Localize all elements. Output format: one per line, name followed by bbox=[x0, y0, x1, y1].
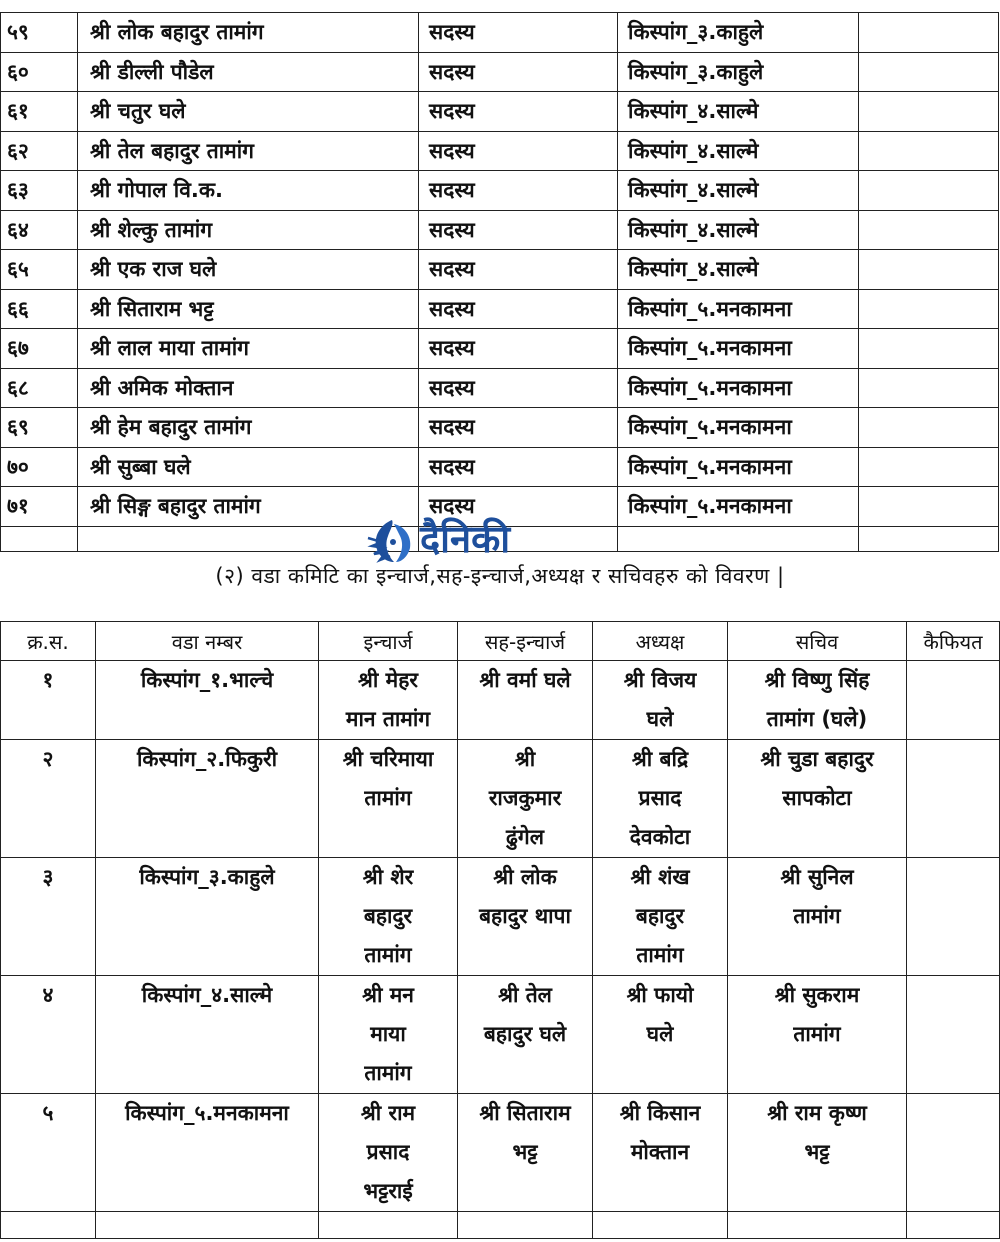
ward-chair-line: प्रसाद bbox=[638, 786, 682, 810]
member-remark bbox=[859, 329, 999, 369]
member-remark bbox=[859, 447, 999, 487]
ward-sn: ३ bbox=[1, 858, 96, 976]
ward-incharge bbox=[319, 976, 458, 1094]
blank-cell bbox=[618, 526, 859, 551]
ward-secretary-line: तामांग bbox=[793, 904, 841, 928]
member-name: श्री सिङ्ग बहादुर तामांग bbox=[78, 487, 419, 527]
ward-co-incharge bbox=[458, 1094, 593, 1212]
member-ward: किस्पांग_४.साल्मे bbox=[618, 92, 859, 132]
member-role: सदस्य bbox=[419, 487, 618, 527]
ward-incharge-line: तामांग bbox=[364, 1061, 412, 1085]
member-row bbox=[1, 171, 999, 211]
ward-chair bbox=[593, 740, 728, 858]
member-sn: ७० bbox=[1, 447, 78, 487]
member-sn: ६४ bbox=[1, 210, 78, 250]
ward-co-incharge bbox=[458, 740, 593, 858]
member-name: श्री डील्ली पौडेल bbox=[78, 52, 419, 92]
ward-secretary-line: सापकोटा bbox=[782, 786, 852, 810]
member-remark bbox=[859, 13, 999, 53]
member-role: सदस्य bbox=[419, 329, 618, 369]
ward-co-incharge-line: श्री तेल bbox=[498, 983, 552, 1007]
member-ward: किस्पांग_५.मनकामना bbox=[618, 329, 859, 369]
member-role: सदस्य bbox=[419, 289, 618, 329]
member-ward: किस्पांग_४.साल्मे bbox=[618, 210, 859, 250]
ward-sn: १ bbox=[1, 661, 96, 740]
blank-cell bbox=[96, 1212, 319, 1239]
ward-incharge bbox=[319, 661, 458, 740]
ward-chair-line: बहादुर bbox=[635, 904, 685, 928]
header-chair: अध्यक्ष bbox=[593, 622, 728, 661]
ward-sn: ५ bbox=[1, 1094, 96, 1212]
logo-text: दैनिकी bbox=[420, 517, 511, 561]
member-name: श्री लाल माया तामांग bbox=[78, 329, 419, 369]
ward-chair-line: तामांग bbox=[636, 943, 684, 967]
member-role: सदस्य bbox=[419, 368, 618, 408]
header-ward: वडा नम्बर bbox=[96, 622, 319, 661]
logo-emblem-icon bbox=[364, 516, 420, 566]
ward-co-incharge-line: श्री वर्मा घले bbox=[479, 668, 571, 692]
member-sn: ६० bbox=[1, 52, 78, 92]
members-table bbox=[0, 12, 999, 552]
member-role: सदस्य bbox=[419, 131, 618, 171]
member-remark bbox=[859, 52, 999, 92]
member-ward: किस्पांग_४.साल्मे bbox=[618, 171, 859, 211]
ward-chair-line: श्री विजय bbox=[623, 668, 697, 692]
ward-secretary-line: श्री सुकराम bbox=[774, 983, 860, 1007]
ward-chair-line: श्री फायो bbox=[626, 983, 694, 1007]
ward-committee-table bbox=[0, 621, 1000, 1239]
ward-sn: २ bbox=[1, 740, 96, 858]
ward-co-incharge-line: बहादुर घले bbox=[483, 1022, 567, 1046]
ward-secretary-line: श्री चुडा बहादुर bbox=[760, 747, 874, 771]
ward-incharge-line: बहादुर bbox=[363, 904, 413, 928]
ward-row bbox=[1, 858, 1000, 976]
member-name: श्री लोक बहादुर तामांग bbox=[78, 13, 419, 53]
ward-secretary-line: श्री राम कृष्ण bbox=[767, 1101, 867, 1125]
ward-row bbox=[1, 661, 1000, 740]
ward-chair-line: घले bbox=[646, 1022, 674, 1046]
ward-incharge-line: भट्टराई bbox=[363, 1179, 413, 1203]
member-ward: किस्पांग_३.काहुले bbox=[618, 13, 859, 53]
ward-co-incharge bbox=[458, 661, 593, 740]
ward-remark bbox=[907, 976, 1000, 1094]
ward-co-incharge-line: ढुंगेल bbox=[506, 825, 544, 849]
ward-name: किस्पांग_२.फिकुरी bbox=[96, 740, 319, 858]
ward-co-incharge-line: श्री सिताराम bbox=[479, 1101, 571, 1125]
ward-incharge-line: माया bbox=[370, 1022, 406, 1046]
member-name: श्री चतुर घले bbox=[78, 92, 419, 132]
ward-incharge bbox=[319, 740, 458, 858]
ward-row-blank bbox=[1, 1212, 1000, 1239]
ward-secretary-line: तामांग (घले) bbox=[766, 707, 868, 731]
member-row bbox=[1, 250, 999, 290]
member-ward: किस्पांग_५.मनकामना bbox=[618, 447, 859, 487]
ward-chair-line: देवकोटा bbox=[629, 825, 691, 849]
member-remark bbox=[859, 408, 999, 448]
ward-chair bbox=[593, 976, 728, 1094]
logo bbox=[364, 514, 554, 566]
ward-sn: ४ bbox=[1, 976, 96, 1094]
ward-name: किस्पांग_४.साल्मे bbox=[96, 976, 319, 1094]
member-row bbox=[1, 13, 999, 53]
member-row bbox=[1, 289, 999, 329]
member-ward: किस्पांग_४.साल्मे bbox=[618, 131, 859, 171]
member-sn: ६५ bbox=[1, 250, 78, 290]
ward-row bbox=[1, 740, 1000, 858]
ward-incharge-line: श्री मन bbox=[362, 983, 414, 1007]
member-row bbox=[1, 447, 999, 487]
ward-table-header-row bbox=[1, 622, 1000, 661]
member-name: श्री सुब्बा घले bbox=[78, 447, 419, 487]
header-remark: कैफियत bbox=[907, 622, 1000, 661]
ward-co-incharge-line: बहादुर थापा bbox=[479, 904, 571, 928]
ward-co-incharge-line: श्री bbox=[514, 747, 536, 771]
blank-cell bbox=[1, 526, 78, 551]
member-ward: किस्पांग_५.मनकामना bbox=[618, 487, 859, 527]
member-row bbox=[1, 210, 999, 250]
blank-cell bbox=[593, 1212, 728, 1239]
member-row bbox=[1, 52, 999, 92]
member-sn: ६९ bbox=[1, 408, 78, 448]
header-secretary: सचिव bbox=[728, 622, 907, 661]
header-incharge: इन्चार्ज bbox=[319, 622, 458, 661]
member-sn: ६६ bbox=[1, 289, 78, 329]
ward-incharge-line: तामांग bbox=[364, 786, 412, 810]
ward-row bbox=[1, 1094, 1000, 1212]
ward-secretary-line: भट्ट bbox=[804, 1140, 830, 1164]
ward-co-incharge-line: राजकुमार bbox=[488, 786, 562, 810]
blank-cell bbox=[907, 1212, 1000, 1239]
ward-incharge-line: श्री चरिमाया bbox=[342, 747, 434, 771]
ward-secretary bbox=[728, 1094, 907, 1212]
ward-secretary bbox=[728, 740, 907, 858]
ward-chair-line: घले bbox=[646, 707, 674, 731]
member-role: सदस्य bbox=[419, 92, 618, 132]
member-role: सदस्य bbox=[419, 52, 618, 92]
ward-remark bbox=[907, 740, 1000, 858]
ward-secretary bbox=[728, 976, 907, 1094]
member-sn: ६३ bbox=[1, 171, 78, 211]
ward-secretary bbox=[728, 858, 907, 976]
ward-co-incharge bbox=[458, 858, 593, 976]
member-sn: ७१ bbox=[1, 487, 78, 527]
ward-chair-line: श्री बद्रि bbox=[631, 747, 689, 771]
member-ward: किस्पांग_५.मनकामना bbox=[618, 289, 859, 329]
ward-chair-line: श्री किसान bbox=[619, 1101, 701, 1125]
ward-name: किस्पांग_५.मनकामना bbox=[96, 1094, 319, 1212]
member-role: सदस्य bbox=[419, 250, 618, 290]
member-name: श्री एक राज घले bbox=[78, 250, 419, 290]
ward-chair bbox=[593, 858, 728, 976]
ward-secretary-line: श्री सुनिल bbox=[780, 865, 854, 889]
ward-chair bbox=[593, 1094, 728, 1212]
member-sn: ५९ bbox=[1, 13, 78, 53]
ward-incharge-line: मान तामांग bbox=[345, 707, 431, 731]
ward-chair-line: श्री शंख bbox=[630, 865, 690, 889]
member-sn: ६२ bbox=[1, 131, 78, 171]
ward-incharge-line: तामांग bbox=[364, 943, 412, 967]
member-name: श्री अमिक मोक्तान bbox=[78, 368, 419, 408]
ward-remark bbox=[907, 1094, 1000, 1212]
section-heading: (२) वडा कमिटि का इन्चार्ज,सह-इन्चार्ज,अध्यक्ष र सचिवहरु को विवरण | bbox=[215, 564, 785, 588]
member-sn: ६१ bbox=[1, 92, 78, 132]
ward-row bbox=[1, 976, 1000, 1094]
ward-remark bbox=[907, 661, 1000, 740]
member-role: सदस्य bbox=[419, 408, 618, 448]
member-remark bbox=[859, 368, 999, 408]
ward-secretary-line: श्री विष्णु सिंह bbox=[764, 668, 870, 692]
blank-cell bbox=[1, 1212, 96, 1239]
member-role: सदस्य bbox=[419, 13, 618, 53]
ward-remark bbox=[907, 858, 1000, 976]
ward-secretary-line: तामांग bbox=[793, 1022, 841, 1046]
ward-incharge-line: प्रसाद bbox=[366, 1140, 410, 1164]
member-ward: किस्पांग_३.काहुले bbox=[618, 52, 859, 92]
ward-incharge-line: श्री शेर bbox=[362, 865, 414, 889]
member-role: सदस्य bbox=[419, 171, 618, 211]
ward-name: किस्पांग_१.भाल्चे bbox=[96, 661, 319, 740]
member-role: सदस्य bbox=[419, 447, 618, 487]
member-row bbox=[1, 368, 999, 408]
member-remark bbox=[859, 289, 999, 329]
ward-incharge-line: श्री राम bbox=[360, 1101, 416, 1125]
member-row bbox=[1, 329, 999, 369]
member-remark bbox=[859, 210, 999, 250]
member-name: श्री गोपाल वि.क. bbox=[78, 171, 419, 211]
member-remark bbox=[859, 487, 999, 527]
member-sn: ६८ bbox=[1, 368, 78, 408]
header-co-incharge: सह-इन्चार्ज bbox=[458, 622, 593, 661]
ward-name: किस्पांग_३.काहुले bbox=[96, 858, 319, 976]
member-row bbox=[1, 92, 999, 132]
member-row bbox=[1, 131, 999, 171]
ward-incharge bbox=[319, 858, 458, 976]
blank-cell bbox=[458, 1212, 593, 1239]
member-remark bbox=[859, 250, 999, 290]
member-remark bbox=[859, 131, 999, 171]
member-name: श्री शेल्कु तामांग bbox=[78, 210, 419, 250]
member-ward: किस्पांग_४.साल्मे bbox=[618, 250, 859, 290]
member-row bbox=[1, 408, 999, 448]
member-sn: ६७ bbox=[1, 329, 78, 369]
ward-chair-line: मोक्तान bbox=[630, 1140, 690, 1164]
member-ward: किस्पांग_५.मनकामना bbox=[618, 408, 859, 448]
ward-co-incharge-line: श्री लोक bbox=[493, 865, 557, 889]
ward-chair bbox=[593, 661, 728, 740]
member-name: श्री हेम बहादुर तामांग bbox=[78, 408, 419, 448]
blank-cell bbox=[859, 526, 999, 551]
ward-incharge bbox=[319, 1094, 458, 1212]
ward-co-incharge-line: भट्ट bbox=[512, 1140, 538, 1164]
member-name: श्री सिताराम भट्ट bbox=[78, 289, 419, 329]
member-remark bbox=[859, 92, 999, 132]
blank-cell bbox=[319, 1212, 458, 1239]
member-role: सदस्य bbox=[419, 210, 618, 250]
member-remark bbox=[859, 171, 999, 211]
header-sn: क्र.स. bbox=[1, 622, 96, 661]
member-ward: किस्पांग_५.मनकामना bbox=[618, 368, 859, 408]
ward-incharge-line: श्री मेहर bbox=[358, 668, 418, 692]
member-name: श्री तेल बहादुर तामांग bbox=[78, 131, 419, 171]
ward-secretary bbox=[728, 661, 907, 740]
blank-cell bbox=[728, 1212, 907, 1239]
ward-co-incharge bbox=[458, 976, 593, 1094]
